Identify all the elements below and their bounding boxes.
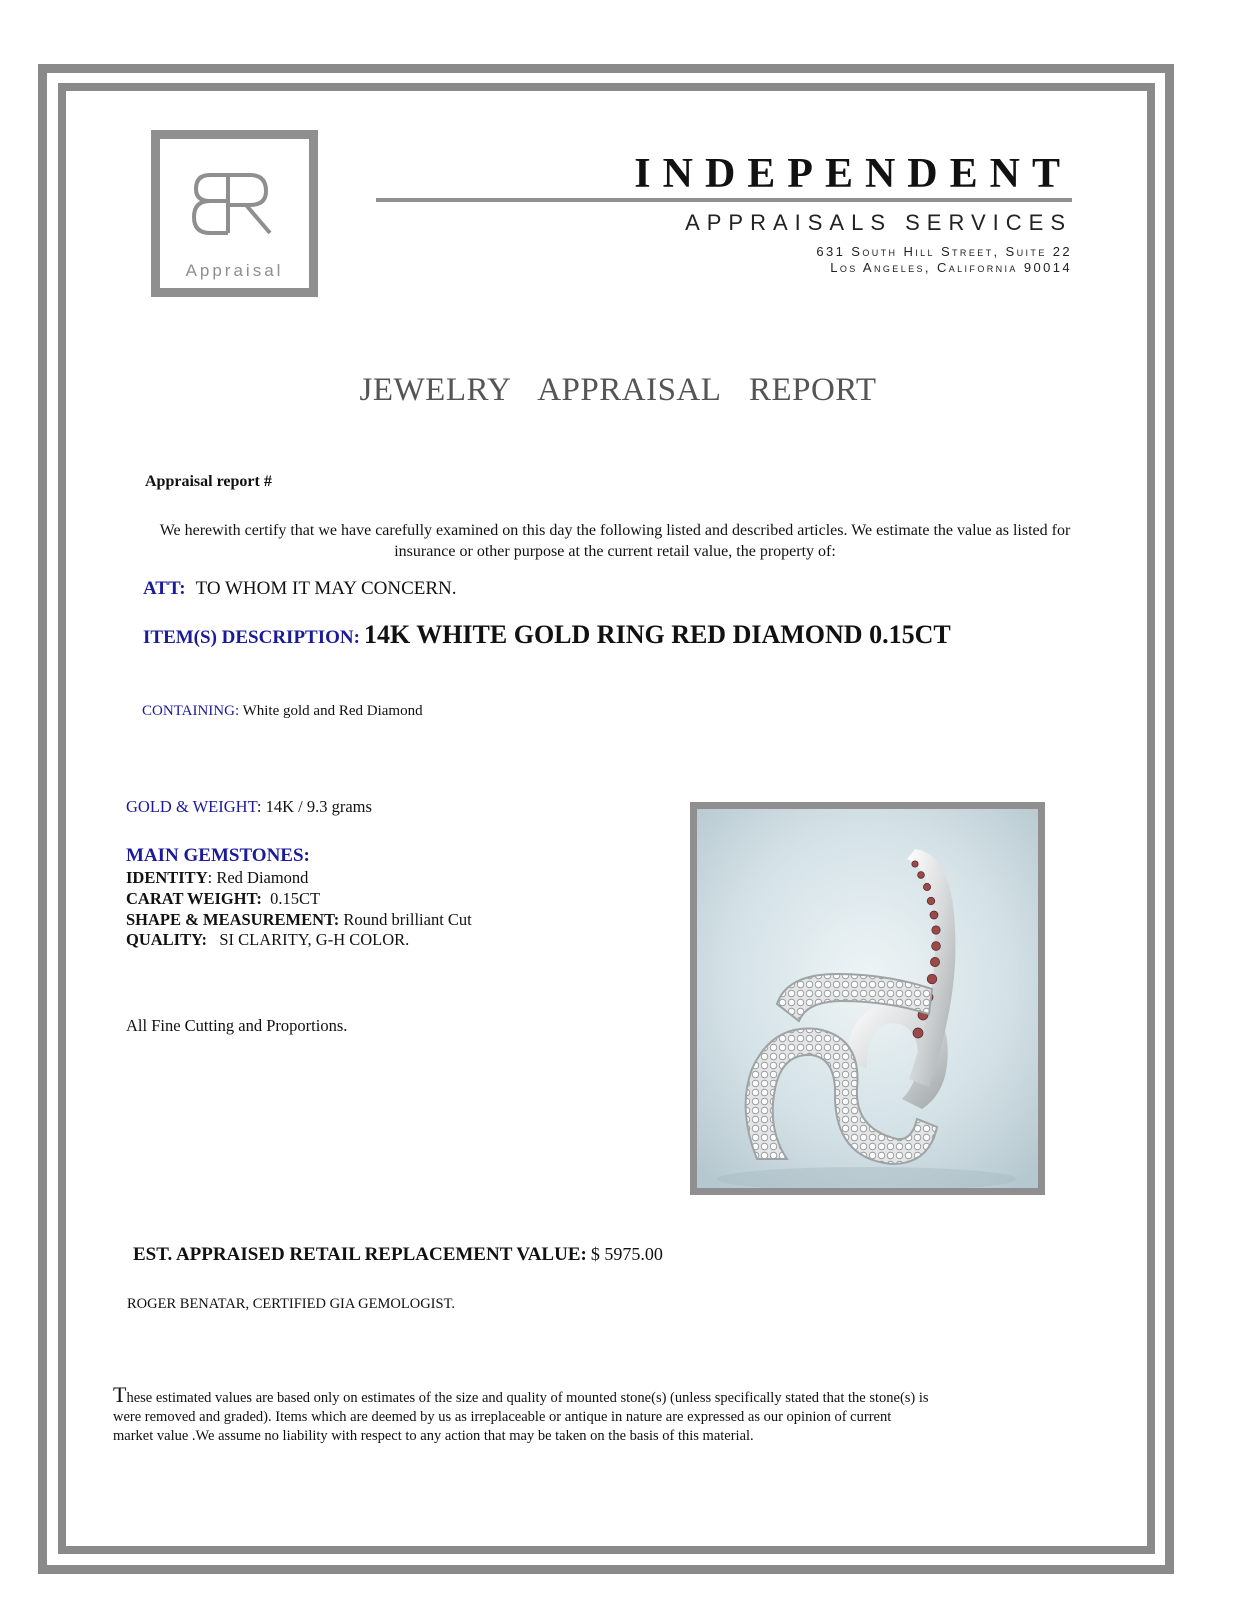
- header-divider: [376, 198, 1072, 202]
- containing-value: White gold and Red Diamond: [242, 703, 423, 719]
- carat-row: [126, 889, 320, 909]
- quality-value: SI CLARITY, G-H COLOR.: [219, 930, 410, 949]
- shape-label: SHAPE & MEASUREMENT:: [126, 910, 340, 929]
- value-label: EST. APPRAISED RETAIL REPLACEMENT VALUE:: [133, 1244, 587, 1265]
- address-line-1: 631 South Hill Street, Suite 22: [816, 244, 1072, 259]
- company-name: INDEPENDENT: [634, 151, 1072, 197]
- carat-label: CARAT WEIGHT:: [126, 889, 262, 908]
- containing-label: CONTAINING:: [142, 703, 240, 719]
- br-monogram-icon: [188, 169, 283, 239]
- report-number-label: Appraisal report #: [145, 473, 272, 490]
- address-line-2: Los Angeles, California 90014: [830, 260, 1072, 275]
- company-subtitle: APPRAISALS SERVICES: [685, 210, 1072, 235]
- gemologist-signature-line: ROGER BENATAR, CERTIFIED GIA GEMOLOGIST.: [127, 1296, 455, 1312]
- att-value: TO WHOM IT MAY CONCERN.: [195, 578, 457, 599]
- logo-text: Appraisal: [185, 261, 284, 280]
- disclaimer-line-2: were removed and graded). Items which are deemed by us as irreplaceable or antique in nature are expressed as our opinion of current: [113, 1409, 892, 1425]
- identity-row: [126, 868, 308, 888]
- gold-weight-value: : 14K / 9.3 grams: [256, 797, 372, 816]
- gold-weight-label: GOLD & WEIGHT: [126, 797, 257, 816]
- disclaimer: [113, 1382, 1073, 1446]
- quality-label: QUALITY:: [126, 930, 207, 949]
- ring-photo: [690, 802, 1045, 1195]
- att-row: [143, 578, 457, 600]
- gold-weight-row: [126, 797, 372, 817]
- item-row: [143, 620, 951, 650]
- item-value: 14K WHITE GOLD RING RED DIAMOND 0.15CT: [363, 620, 951, 649]
- disclaimer-initial: T: [113, 1382, 127, 1407]
- fine-cutting-text: All Fine Cutting and Proportions.: [126, 1016, 348, 1035]
- appraisal-logo: [151, 130, 318, 297]
- ring-image: [697, 809, 1038, 1188]
- carat-value: 0.15CT: [270, 889, 321, 908]
- item-label: ITEM(S) DESCRIPTION:: [143, 627, 360, 648]
- containing-row: [142, 703, 423, 720]
- report-title: JEWELRY APPRAISAL REPORT: [359, 372, 877, 408]
- gemstones-heading: MAIN GEMSTONES:: [126, 845, 310, 866]
- identity-value: : Red Diamond: [207, 868, 309, 887]
- certify-text: We herewith certify that we have carefully examined on this day the following listed and described articles. We estimate the value as listed for insurance or other purpose at the current retail value, the property of:: [159, 522, 1071, 560]
- value-row: [133, 1244, 663, 1266]
- disclaimer-line-3: market value .We assume no liability with respect to any action that may be taken on the basis of this material.: [113, 1428, 754, 1444]
- att-label: ATT:: [143, 578, 186, 599]
- disclaimer-line-1: hese estimated values are based only on estimates of the size and quality of mounted stone(s) (unless specifically stated that the stone(s) is: [126, 1390, 929, 1406]
- shape-value: Round brilliant Cut: [343, 910, 472, 929]
- value-amount: $ 5975.00: [590, 1244, 663, 1264]
- quality-row: [126, 930, 409, 950]
- shape-row: [126, 910, 472, 930]
- identity-label: IDENTITY: [126, 868, 208, 887]
